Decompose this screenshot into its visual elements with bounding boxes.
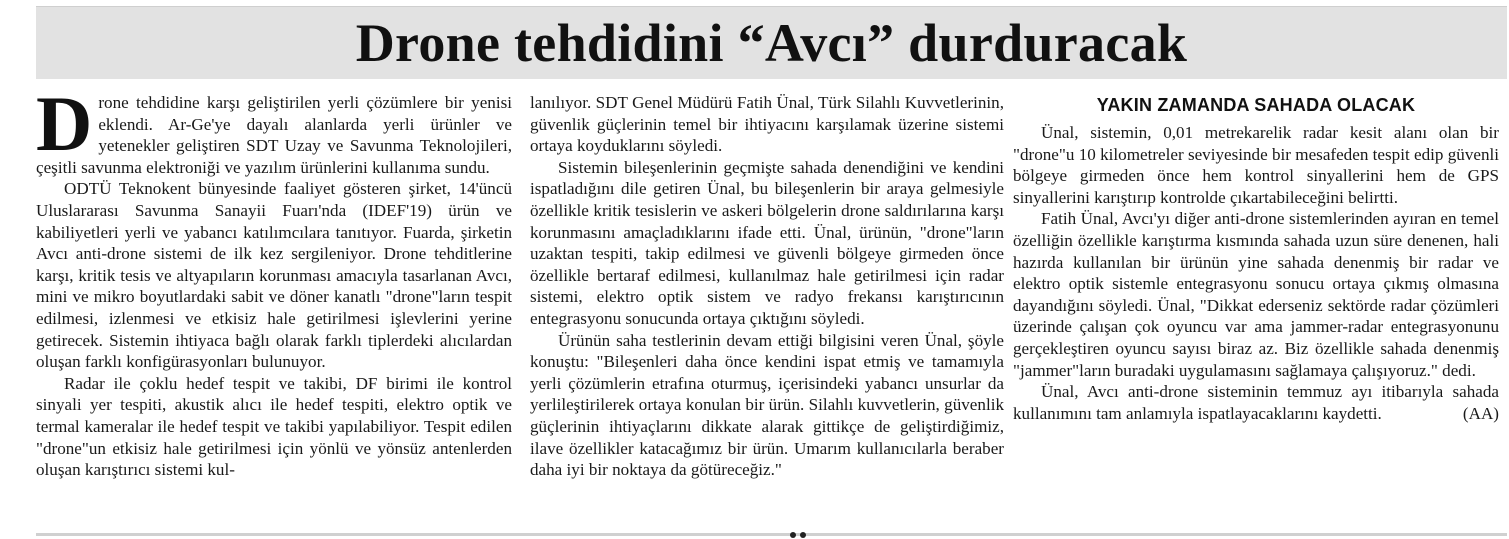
headline-band (36, 6, 1507, 79)
subheading: YAKIN ZAMANDA SAHADA OLACAK (1096, 95, 1416, 115)
paragraph: Sistemin bileşenlerinin geçmişte sahada denendiğini ve kendini ispatladığını dile getiren Ünal, bu bileşenlerin bir araya gelmesiyle özellikle kritik tesislerin ve askeri bölgelerin drone saldırılarına karşı korunmasını amaçladıklarını ifade etti. Ünal, ürünün, "drone"ların uzaktan tespiti, takip edilmesi ve güvenli bölgeye girmeden önce özellikle bertaraf edilmesi, kullanılmaz hale getirilmesi için radar sistemi, elektro optik sistem ve radyo frekansı karıştırıcının entegrasyonu sonucunda ortaya çıktığını söyledi. (530, 157, 1004, 328)
paragraph (1013, 381, 1499, 424)
paragraph: Ürünün saha testlerinin devam ettiği bilgisini veren Ünal, şöyle konuştu: "Bileşenleri daha önce kendini ispat etmiş ve tamamıyla yerli çözümlerin etrafına oturmuş, içerisindeki yabancı unsurlar da yerlileştirilerek ortaya konulan bir ürün. Silahlı kuvvetlerin, güvenlik güçlerinin ihtiyaçlarını dikkate alarak gittikçe de geliştirdiğimiz, ilave özellikler katacağımız bir ürün. Umarım kullanıcılarla beraber daha iyi bir noktaya da götüreceğiz." (530, 330, 1004, 480)
ornament-dot (790, 532, 796, 538)
paragraph: lanılıyor. SDT Genel Müdürü Fatih Ünal, Türk Silahlı Kuvvetlerinin, güvenlik güçlerinin temel bir ihtiyacını karşılamak üzerine sistemi ortaya koyduklarını söyledi. (530, 93, 1004, 156)
paragraph: Ünal, sistemin, 0,01 metrekarelik radar kesit alanı olan bir "drone"u 10 kilometreler seviyesinde bir mesafeden tespit edip güvenli bölgeye girmeden önce hem kontrol sinyallerini hem de GPS sinyallerini karıştırıp kontrolde çıkartabileceğini belirtti. (1013, 123, 1499, 207)
bottom-rule (36, 533, 1507, 536)
ornament-dot (800, 532, 806, 538)
drop-cap: D (36, 80, 93, 167)
paragraph: ODTÜ Teknokent bünyesinde faaliyet gösteren şirket, 14'üncü Uluslararası Savunma Sanayii Fuarı'nda (IDEF'19) ürün ve kabiliyetleri yerli ve yabancı katılımcılara tanıtıyor. Fuarda, şirketin Avcı anti-drone sistemi de ilk kez sergileniyor. Drone tehditlerine karşı, kritik tesis ve altyapıların korunması amacıyla tasarlanan Avcı, mini ve mikro boyutlardaki sabit ve döner kanatlı "drone"ların tespit edilmesi, izlenmesi ve etkisiz hale getirilmesi işlevlerini yerine getirecek. Sistemin ihtiyaca bağlı olarak farklı tiplerdeki alıcılardan oluşan farklı konfigürasyonları bulunuyor. (36, 179, 512, 372)
paragraph-text: rone tehdidine karşı geliştirilen yerli çözümlere bir yenisi eklendi. Ar-Ge'ye dayalı alanlarda yerli ürünler ve yetenekler geliştiren SDT Uzay ve Savunma Teknolojileri, çeşitli savunma elektroniği ve yazılım ürünlerini kullanıma sundu. (36, 93, 512, 177)
article-column-3 (1013, 92, 1499, 424)
article-column-1 (36, 80, 512, 481)
headline: Drone tehdidini “Avcı” durduracak (355, 13, 1188, 73)
source-credit: (AA) (1462, 403, 1499, 423)
paragraph (36, 80, 512, 178)
paragraph-text: Ünal, Avcı anti-drone sisteminin temmuz ayı itibarıyla sahada kullanımını tam anlamıyla ispatlayacaklarını kaydetti. (1013, 382, 1499, 423)
paragraph: Fatih Ünal, Avcı'yı diğer anti-drone sistemlerinden ayıran en temel özelliğin özellikle karıştırma kısmında sahada uzun süre denenen, hali hazırda kullanılan bir ürünün yine sahada denenmiş bir radar ve elektro optik sistemle entegrasyonu sonucu ortaya çıkmış olmasına dayandığını söyledi. Ünal, "Dikkat ederseniz sektörde radar çözümleri üzerinde çalışan çok oyuncu var ama jammer-radar entegrasyonunu gerçekleştiren oyuncu sayısı biraz az. Biz özellikle sahada denenmiş "jammer"ların buradaki uygulamasını sağlamaya çalışıyoruz." dedi. (1013, 209, 1499, 380)
article-column-2 (530, 92, 1004, 481)
paragraph: Radar ile çoklu hedef tespit ve takibi, DF birimi ile kontrol sinyali yer tespiti, akustik alıcı ile hedef tespiti, elektro optik ve termal kameralar ile hedef tespit ve takibi yapılabiliyor. Tespit edilen "drone"un etkisiz hale getirilmesi için yönlü ve yönsüz antenlerden oluşan karıştırıcı sistemi kul- (36, 373, 512, 480)
